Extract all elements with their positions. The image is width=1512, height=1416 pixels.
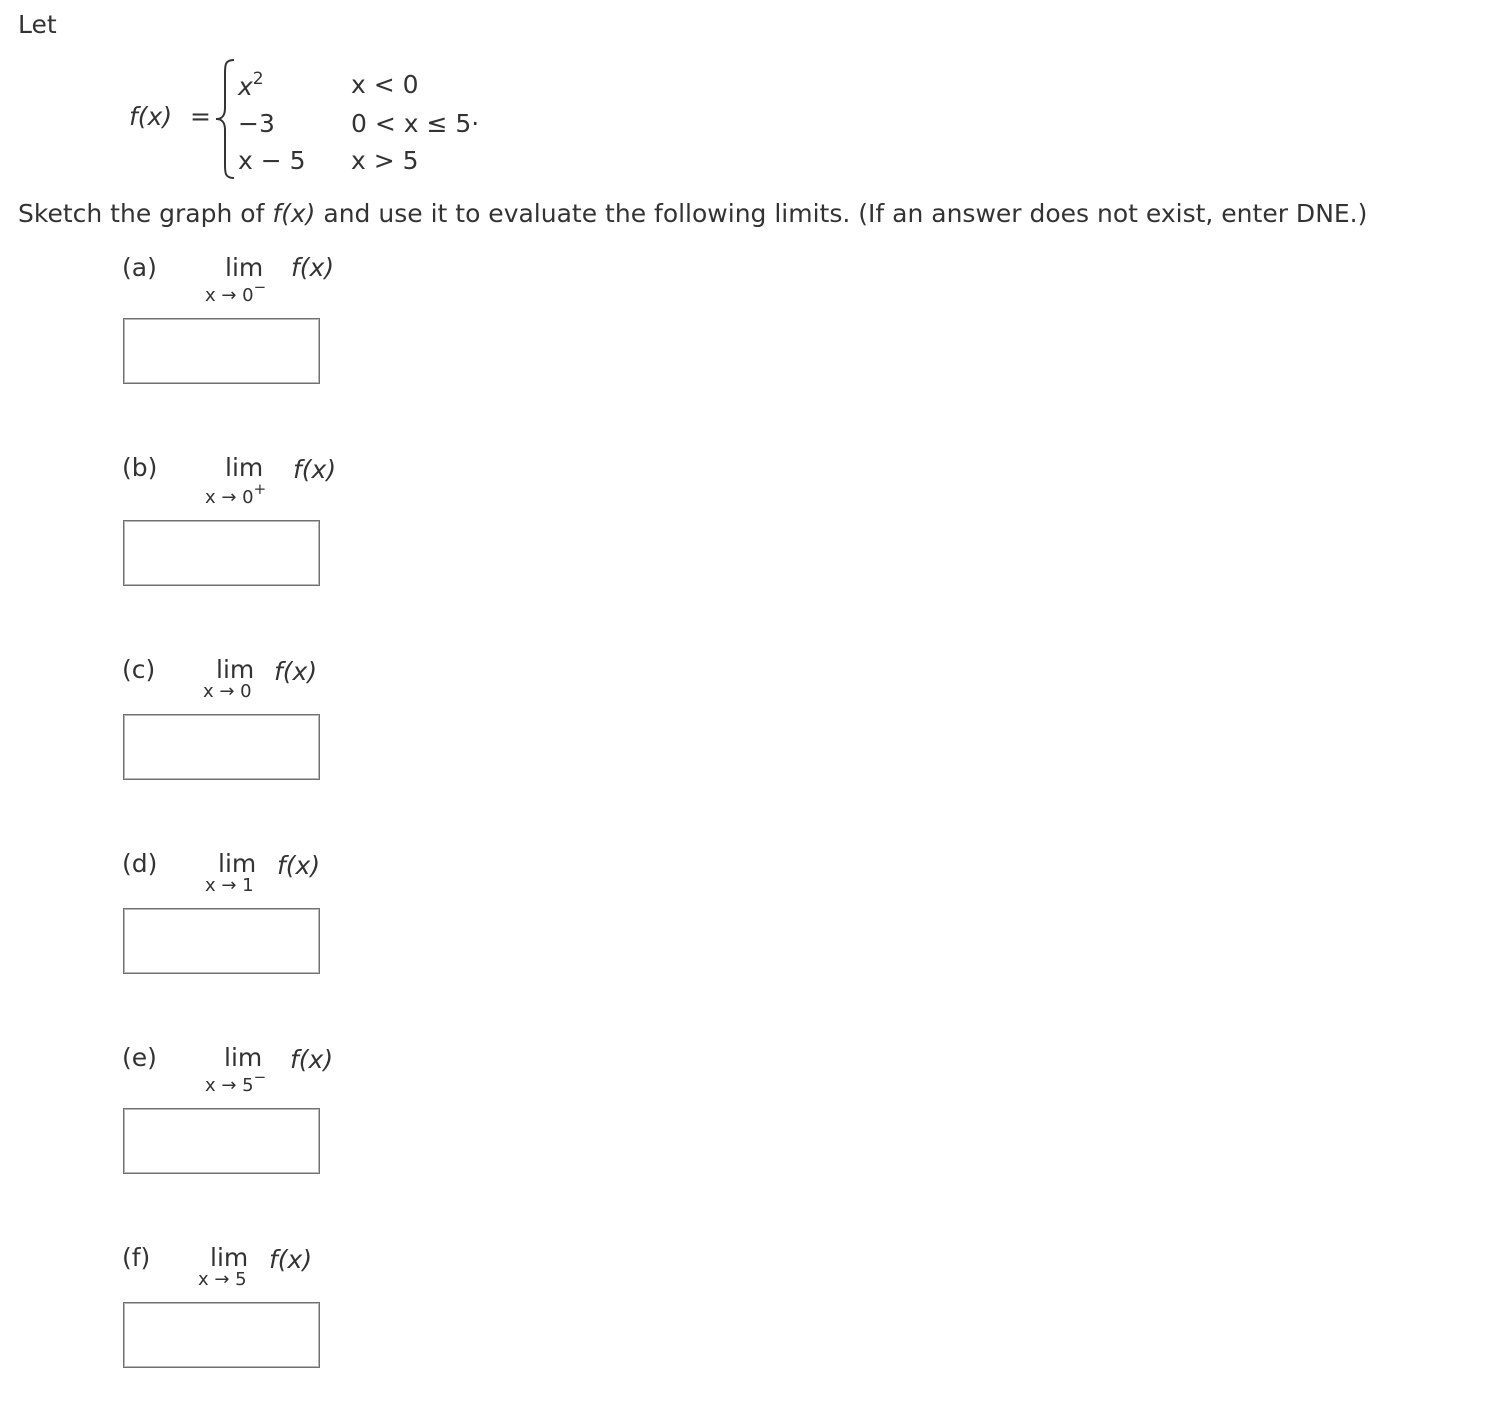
part-b-answer-input[interactable] (123, 520, 320, 586)
part-f-label: (f) (122, 1243, 151, 1272)
part-f-answer-input[interactable] (123, 1302, 320, 1368)
case-3-expr: x − 5 (238, 146, 306, 175)
part-b-lim: lim (225, 453, 264, 482)
part-c-approach-text: x → 0 (203, 681, 252, 702)
part-c-label: (c) (122, 655, 156, 684)
case-2-expr: −3 (238, 109, 275, 138)
part-b-label: (b) (122, 453, 158, 482)
part-b-approach (205, 480, 267, 508)
part-c-fx: f(x) (274, 657, 318, 686)
instruction-fx: f(x) (272, 199, 316, 228)
part-f-fx: f(x) (269, 1245, 313, 1274)
part-e-label: (e) (122, 1043, 157, 1072)
part-a-fx: f(x) (291, 253, 335, 282)
part-d-fx: f(x) (277, 851, 321, 880)
part-f-approach-text: x → 5 (198, 1269, 247, 1290)
instruction-after: and use it to evaluate the following limits. (If an answer does not exist, enter DNE.) (323, 199, 1368, 228)
part-b-fx: f(x) (293, 455, 337, 484)
part-c-approach (203, 681, 252, 702)
part-d-label: (d) (122, 849, 158, 878)
part-b-side: + (253, 480, 267, 498)
part-e-lim: lim (224, 1043, 263, 1072)
part-d-lim: lim (218, 849, 257, 878)
part-f-approach (198, 1269, 247, 1290)
instruction-text (18, 199, 1367, 228)
part-d-answer-input[interactable] (123, 908, 320, 974)
part-c-lim: lim (216, 655, 255, 684)
part-b-approach-text: x → 0 (205, 487, 254, 508)
intro-text: Let (18, 10, 57, 39)
instruction-before: Sketch the graph of (18, 199, 265, 228)
case-1-expr (238, 69, 264, 101)
part-e-answer-input[interactable] (123, 1108, 320, 1174)
case-1-exponent: 2 (252, 69, 264, 89)
case-1-base: x (238, 72, 253, 101)
part-e-side: − (253, 1068, 267, 1086)
function-lhs: f(x) (129, 102, 173, 131)
part-a-label: (a) (122, 253, 157, 282)
part-d-approach (205, 875, 254, 896)
case-3-condition: x > 5 (351, 146, 419, 175)
part-c-answer-input[interactable] (123, 714, 320, 780)
part-d-approach-text: x → 1 (205, 875, 254, 896)
equals-sign: = (190, 102, 211, 131)
left-brace (214, 58, 236, 180)
part-e-approach-text: x → 5 (205, 1075, 254, 1096)
part-f-lim: lim (210, 1243, 249, 1272)
part-a-lim: lim (225, 253, 264, 282)
part-e-approach (205, 1068, 267, 1096)
part-a-answer-input[interactable] (123, 318, 320, 384)
part-a-approach-text: x → 0 (205, 285, 254, 306)
part-a-approach (205, 278, 267, 306)
part-a-side: − (253, 278, 267, 296)
case-1-condition: x < 0 (351, 70, 419, 99)
case-2-condition: 0 < x ≤ 5· (351, 109, 480, 138)
part-e-fx: f(x) (290, 1045, 334, 1074)
